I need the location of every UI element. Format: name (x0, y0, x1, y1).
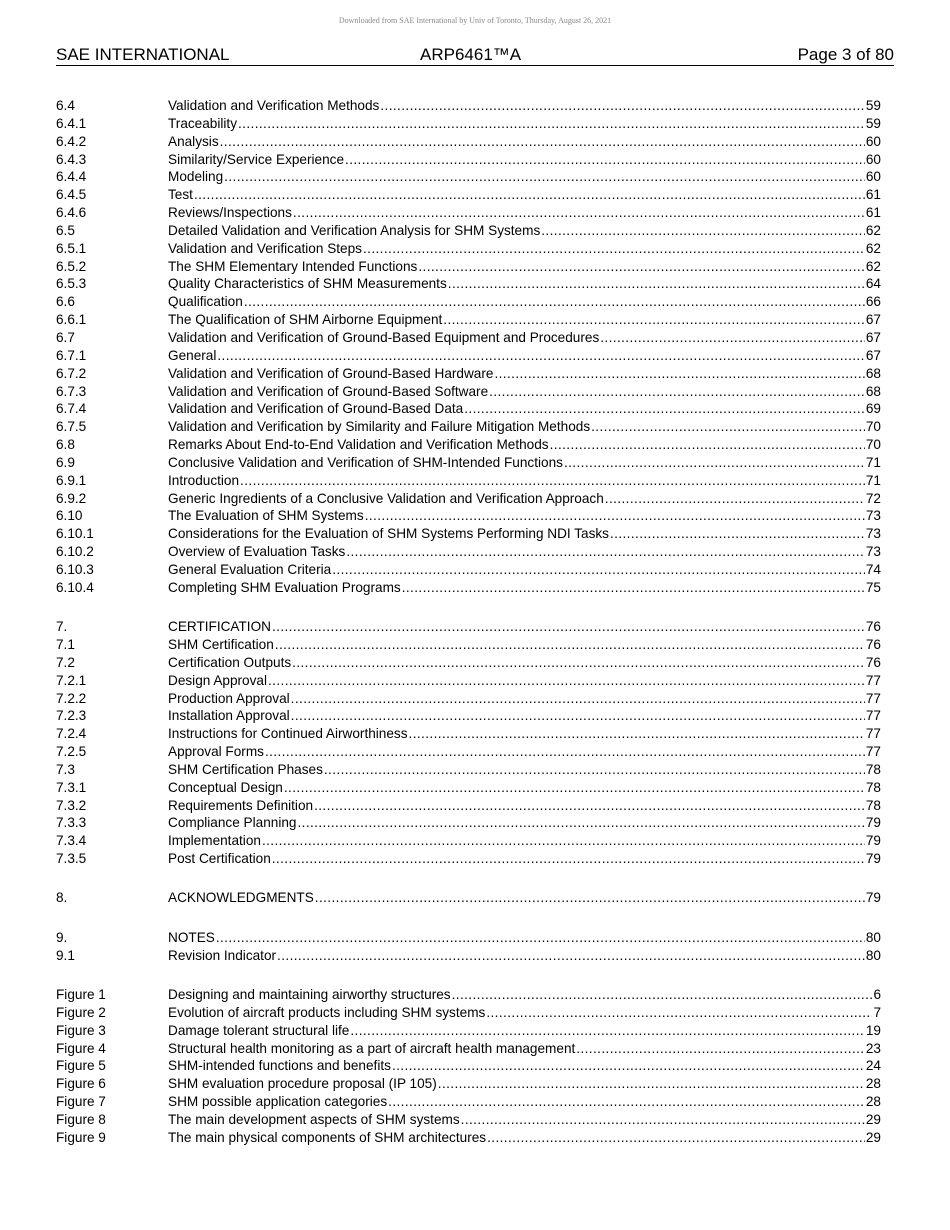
toc-entry-page: 59 (865, 115, 881, 131)
toc-entry-number: 6.9.1 (56, 472, 87, 488)
toc-entry-number: 6.5.2 (56, 258, 87, 274)
toc-entry-title: Validation and Verification of Ground-Based Equipment and Procedures (168, 329, 600, 345)
toc-entry[interactable] (56, 491, 881, 509)
toc-entry-number: 6.6.1 (56, 312, 87, 328)
toc-entry-title: Production Approval (168, 690, 290, 706)
toc-entry-page: 77 (865, 672, 881, 688)
toc-entry-title: Considerations for the Evaluation of SHM Systems Performing NDI Tasks (168, 526, 609, 542)
toc-entry[interactable] (56, 780, 881, 798)
toc-leader-dots (380, 98, 865, 113)
toc-entry[interactable] (56, 1112, 881, 1130)
toc-entry-number: 6.9.2 (56, 490, 87, 506)
toc-entry-number: 6.7.5 (56, 419, 87, 435)
toc-entry-title: The Qualification of SHM Airborne Equipment (168, 312, 443, 328)
toc-entry-number: 6.9 (56, 454, 75, 470)
toc-entry[interactable] (56, 1076, 881, 1094)
toc-entry-title: Post Certification (168, 851, 271, 867)
toc-leader-dots (443, 312, 865, 327)
toc-entry[interactable] (56, 98, 881, 116)
toc-entry-title: Instructions for Continued Airworthiness (168, 726, 408, 742)
toc-leader-dots (240, 473, 865, 488)
toc-entry[interactable] (56, 544, 881, 562)
toc-entry-title: Analysis (168, 133, 219, 149)
toc-entry-page: 70 (865, 437, 881, 453)
toc-entry[interactable] (56, 851, 881, 869)
toc-entry-page: 71 (865, 454, 881, 470)
toc-entry[interactable] (56, 691, 881, 709)
toc-entry-page: 77 (865, 744, 881, 760)
toc-entry-number: Figure 1 (56, 986, 106, 1002)
toc-entry[interactable] (56, 833, 881, 851)
toc-entry[interactable] (56, 1023, 881, 1041)
toc-entry-number: 7.3.3 (56, 815, 87, 831)
toc-entry-page: 71 (865, 472, 881, 488)
toc-entry[interactable] (56, 473, 881, 491)
toc-entry-page: 69 (865, 401, 881, 417)
toc-entry-number: 9.1 (56, 947, 75, 963)
toc-entry-title: Similarity/Service Experience (168, 151, 345, 167)
toc-leader-dots (438, 1076, 865, 1091)
toc-entry[interactable] (56, 294, 881, 312)
toc-leader-dots (489, 384, 865, 399)
toc-entry-number: 6.4.3 (56, 151, 87, 167)
toc-entry[interactable] (56, 437, 881, 455)
toc-entry-page: 6 (873, 986, 881, 1002)
toc-entry-title: Reviews/Inspections (168, 205, 292, 221)
header-page-number: Page 3 of 80 (797, 45, 894, 64)
toc-entry-title: General Evaluation Criteria (168, 561, 332, 577)
toc-leader-dots (272, 851, 865, 866)
toc-entry[interactable] (56, 580, 881, 598)
toc-entry[interactable] (56, 815, 881, 833)
toc-entry-title: SHM Certification (168, 636, 274, 652)
toc-leader-dots (600, 330, 865, 345)
toc-entry-number: 6.10.4 (56, 579, 94, 595)
toc-entry-title: Detailed Validation and Verification Analysis for SHM Systems (168, 222, 541, 238)
toc-entry-page: 67 (865, 329, 881, 345)
toc-leader-dots (262, 833, 865, 848)
toc-leader-dots (494, 366, 864, 381)
toc-entry-page: 29 (865, 1111, 881, 1127)
toc-entry-page: 23 (865, 1040, 881, 1056)
toc-leader-dots (605, 491, 865, 506)
toc-entry[interactable] (56, 708, 881, 726)
toc-entry-number: 6.5 (56, 222, 75, 238)
toc-leader-dots (244, 294, 865, 309)
toc-leader-dots (486, 1005, 872, 1020)
toc-entry-page: 62 (865, 222, 881, 238)
toc-entry-page: 62 (865, 240, 881, 256)
toc-entry-page: 79 (865, 851, 881, 867)
toc-entry-page: 24 (865, 1058, 881, 1074)
toc-entry-number: 6.4.5 (56, 187, 87, 203)
toc-entry-title: Implementation (168, 833, 261, 849)
toc-entry-title: Validation and Verification of Ground-Based Data (168, 401, 464, 417)
toc-entry-title: Modeling (168, 169, 224, 185)
toc-entry-title: Designing and maintaining airworthy structures (168, 986, 451, 1002)
toc-leader-dots (332, 562, 865, 577)
toc-entry[interactable] (56, 366, 881, 384)
toc-entry-title: Generic Ingredients of a Conclusive Validation and Verification Approach (168, 490, 604, 506)
toc-entry[interactable] (56, 562, 881, 580)
toc-entry-title: Conclusive Validation and Verification of SHM-Intended Functions (168, 454, 563, 470)
toc-entry-page: 59 (865, 98, 881, 113)
toc-entry-page: 79 (865, 833, 881, 849)
toc-leader-dots (194, 187, 865, 202)
toc-leader-dots (293, 205, 865, 220)
toc-entry[interactable] (56, 798, 881, 816)
toc-entry-number: 6.10 (56, 508, 83, 524)
toc-entry-number: 6.10.1 (56, 526, 94, 542)
toc-entry-title: Revision Indicator (168, 947, 277, 963)
toc-entry-page: 78 (865, 779, 881, 795)
toc-entry-title: Requirements Definition (168, 797, 314, 813)
toc-entry-page: 62 (865, 258, 881, 274)
toc-entry-title: Overview of Evaluation Tasks (168, 544, 346, 560)
toc-entry[interactable] (56, 1094, 881, 1112)
header-organization: SAE INTERNATIONAL (56, 45, 230, 64)
toc-entry[interactable] (56, 312, 881, 330)
toc-entry-number: 6.10.2 (56, 544, 94, 560)
toc-entry-page: 61 (865, 187, 881, 203)
toc-entry-number: 7.2.3 (56, 708, 87, 724)
toc-leader-dots (277, 948, 865, 963)
toc-entry-title: Approval Forms (168, 744, 264, 760)
toc-entry-page: 64 (865, 276, 881, 292)
toc-entry[interactable] (56, 187, 881, 205)
toc-entry[interactable] (56, 330, 881, 348)
download-watermark: Downloaded from SAE International by Univ of Toronto, Thursday, August 26, 2021 (338, 16, 612, 25)
toc-entry-title: Introduction (168, 472, 240, 488)
toc-entry-page: 75 (865, 579, 881, 595)
toc-leader-dots (591, 419, 865, 434)
toc-entry-title: Test (168, 187, 193, 203)
toc-entry-number: 6.5.1 (56, 240, 87, 256)
toc-leader-dots (564, 455, 865, 470)
toc-entry-page: 29 (865, 1129, 881, 1145)
toc-entry-title: General (168, 347, 217, 363)
toc-entry-title: Validation and Verification Methods (168, 98, 380, 113)
toc-entry-page: 76 (865, 636, 881, 652)
toc-entry[interactable] (56, 619, 881, 637)
page-header (56, 44, 894, 66)
toc-leader-dots (297, 815, 864, 830)
toc-leader-dots (224, 169, 865, 184)
toc-leader-dots (275, 637, 865, 652)
toc-leader-dots (550, 437, 865, 452)
toc-entry[interactable] (56, 276, 881, 294)
toc-entry-page: 80 (865, 947, 881, 963)
table-of-contents (56, 98, 881, 1148)
toc-entry[interactable] (56, 948, 881, 966)
toc-entry-title: Compliance Planning (168, 815, 297, 831)
toc-leader-dots (265, 744, 865, 759)
toc-leader-dots (272, 619, 865, 634)
toc-entry-number: Figure 2 (56, 1004, 106, 1020)
toc-entry-page: 60 (865, 169, 881, 185)
toc-leader-dots (324, 762, 865, 777)
toc-entry-number: 6.4.4 (56, 169, 87, 185)
toc-entry-number: 6.5.3 (56, 276, 87, 292)
toc-entry-page: 68 (865, 365, 881, 381)
toc-entry[interactable] (56, 526, 881, 544)
toc-entry-title: Qualification (168, 294, 243, 310)
toc-entry-page: 60 (865, 133, 881, 149)
toc-entry-number: Figure 8 (56, 1111, 106, 1127)
toc-entry-title: Completing SHM Evaluation Programs (168, 579, 401, 595)
toc-entry-page: 60 (865, 151, 881, 167)
toc-entry-title: NOTES (168, 929, 215, 945)
toc-leader-dots (291, 691, 865, 706)
toc-leader-dots (291, 708, 865, 723)
toc-leader-dots (350, 1023, 865, 1038)
toc-entry-number: Figure 7 (56, 1094, 106, 1110)
toc-entry-page: 67 (865, 312, 881, 328)
toc-entry-page: 79 (865, 815, 881, 831)
toc-entry-page: 78 (865, 761, 881, 777)
toc-leader-dots (418, 259, 865, 274)
toc-entry[interactable] (56, 987, 881, 1005)
toc-entry[interactable] (56, 1058, 881, 1076)
toc-entry-page: 73 (865, 508, 881, 524)
toc-entry-page: 68 (865, 383, 881, 399)
toc-entry-number: 7.3.2 (56, 797, 87, 813)
toc-leader-dots (388, 1094, 865, 1109)
toc-entry[interactable] (56, 673, 881, 691)
toc-leader-dots (409, 726, 865, 741)
toc-leader-dots (541, 223, 865, 238)
toc-entry-title: The main physical components of SHM architectures (168, 1129, 487, 1145)
toc-entry-title: Validation and Verification of Ground-Based Hardware (168, 365, 494, 381)
toc-entry-number: Figure 9 (56, 1129, 106, 1145)
toc-entry-title: Remarks About End-to-End Validation and Verification Methods (168, 437, 549, 453)
toc-entry-number: 7. (56, 619, 68, 635)
toc-entry-title: SHM evaluation procedure proposal (IP 105) (168, 1076, 437, 1092)
toc-entry-title: SHM Certification Phases (168, 761, 323, 777)
toc-entry-number: 7.3.1 (56, 779, 87, 795)
toc-leader-dots (392, 1058, 865, 1073)
toc-entry-title: SHM possible application categories (168, 1094, 388, 1110)
toc-leader-dots (292, 655, 865, 670)
toc-entry-title: Validation and Verification of Ground-Based Software (168, 383, 489, 399)
section-spacer (56, 869, 881, 891)
toc-leader-dots (402, 580, 865, 595)
toc-entry[interactable] (56, 401, 881, 419)
toc-entry-number: 6.8 (56, 437, 75, 453)
toc-leader-dots (363, 241, 865, 256)
toc-entry-title: Certification Outputs (168, 654, 292, 670)
toc-entry-number: 7.3.4 (56, 833, 87, 849)
toc-entry-number: 7.3.5 (56, 851, 87, 867)
toc-entry-page: 73 (865, 544, 881, 560)
toc-entry-number: 7.2.5 (56, 744, 87, 760)
toc-leader-dots (284, 780, 865, 795)
toc-entry-number: 6.7 (56, 329, 75, 345)
toc-leader-dots (576, 1041, 865, 1056)
toc-leader-dots (464, 401, 865, 416)
toc-leader-dots (315, 890, 865, 905)
toc-leader-dots (216, 930, 865, 945)
toc-entry[interactable] (56, 1041, 881, 1059)
toc-entry-number: 6.7.3 (56, 383, 87, 399)
toc-entry-number: Figure 3 (56, 1022, 106, 1038)
toc-entry-number: Figure 5 (56, 1058, 106, 1074)
toc-entry[interactable] (56, 152, 881, 170)
toc-leader-dots (238, 116, 865, 131)
toc-entry[interactable] (56, 455, 881, 473)
toc-entry-title: ACKNOWLEDGMENTS (168, 890, 314, 906)
toc-entry-number: 7.1 (56, 636, 75, 652)
toc-entry-number: 9. (56, 929, 68, 945)
toc-entry-number: Figure 4 (56, 1040, 106, 1056)
toc-entry-page: 28 (865, 1094, 881, 1110)
toc-entry-title: Quality Characteristics of SHM Measurements (168, 276, 447, 292)
toc-leader-dots (314, 798, 865, 813)
toc-entry[interactable] (56, 726, 881, 744)
section-spacer (56, 598, 881, 620)
toc-entry-number: 6.4.1 (56, 115, 87, 131)
toc-entry-number: 6.7.1 (56, 347, 87, 363)
toc-entry-page: 77 (865, 708, 881, 724)
toc-leader-dots (220, 134, 865, 149)
toc-leader-dots (452, 987, 873, 1002)
toc-entry[interactable] (56, 762, 881, 780)
toc-entry[interactable] (56, 116, 881, 134)
toc-entry-page: 78 (865, 797, 881, 813)
toc-entry-page: 67 (865, 347, 881, 363)
toc-entry-page: 77 (865, 690, 881, 706)
toc-entry-page: 28 (865, 1076, 881, 1092)
toc-entry[interactable] (56, 134, 881, 152)
toc-leader-dots (365, 508, 865, 523)
toc-entry[interactable] (56, 169, 881, 187)
toc-entry[interactable] (56, 508, 881, 526)
toc-entry-page: 79 (865, 890, 881, 906)
toc-entry[interactable] (56, 744, 881, 762)
toc-entry[interactable] (56, 637, 881, 655)
toc-entry-title: Conceptual Design (168, 779, 283, 795)
toc-leader-dots (610, 526, 865, 541)
section-spacer (56, 908, 881, 930)
toc-entry-title: Structural health monitoring as a part of aircraft health management (168, 1040, 576, 1056)
toc-entry-title: Design Approval (168, 672, 267, 688)
section-spacer (56, 965, 881, 987)
toc-entry-page: 74 (865, 561, 881, 577)
toc-entry[interactable] (56, 1130, 881, 1148)
toc-entry[interactable] (56, 930, 881, 948)
toc-entry-number: 7.2.2 (56, 690, 87, 706)
toc-entry-number: Figure 6 (56, 1076, 106, 1092)
toc-leader-dots (268, 673, 865, 688)
toc-entry-page: 70 (865, 419, 881, 435)
toc-entry[interactable] (56, 205, 881, 223)
toc-entry[interactable] (56, 419, 881, 437)
toc-entry-title: SHM-intended functions and benefits (168, 1058, 391, 1074)
toc-entry-title: The main development aspects of SHM systems (168, 1111, 460, 1127)
toc-entry[interactable] (56, 259, 881, 277)
toc-entry-title: Traceability (168, 115, 237, 131)
toc-entry[interactable] (56, 1005, 881, 1023)
toc-entry-page: 77 (865, 726, 881, 742)
toc-entry-number: 7.2.1 (56, 672, 87, 688)
toc-entry-title: The SHM Elementary Intended Functions (168, 258, 418, 274)
toc-entry-number: 6.10.3 (56, 561, 94, 577)
toc-leader-dots (346, 544, 865, 559)
toc-entry-number: 7.3 (56, 761, 75, 777)
toc-entry-number: 6.4 (56, 98, 75, 113)
toc-entry-title: Damage tolerant structural life (168, 1022, 350, 1038)
toc-leader-dots (448, 276, 865, 291)
toc-entry[interactable] (56, 348, 881, 366)
toc-entry-title: Evolution of aircraft products including SHM systems (168, 1004, 486, 1020)
toc-entry-page: 80 (865, 929, 881, 945)
toc-entry[interactable] (56, 384, 881, 402)
toc-entry-title: Validation and Verification by Similarity and Failure Mitigation Methods (168, 419, 591, 435)
toc-entry-number: 6.6 (56, 294, 75, 310)
toc-entry-page: 76 (865, 619, 881, 635)
toc-entry-number: 6.4.6 (56, 205, 87, 221)
toc-leader-dots (487, 1130, 865, 1145)
toc-entry[interactable] (56, 655, 881, 673)
toc-entry-title: CERTIFICATION (168, 619, 271, 635)
toc-entry-title: Installation Approval (168, 708, 290, 724)
toc-entry-title: The Evaluation of SHM Systems (168, 508, 364, 524)
toc-entry-page: 7 (873, 1004, 881, 1020)
toc-entry-page: 72 (865, 490, 881, 506)
toc-entry-page: 76 (865, 654, 881, 670)
toc-entry-number: 6.4.2 (56, 133, 87, 149)
toc-entry[interactable] (56, 223, 881, 241)
toc-leader-dots (217, 348, 865, 363)
toc-entry-number: 7.2 (56, 654, 75, 670)
toc-entry-page: 73 (865, 526, 881, 542)
toc-entry-page: 66 (865, 294, 881, 310)
toc-entry[interactable] (56, 890, 881, 908)
toc-entry-number: 6.7.4 (56, 401, 87, 417)
toc-entry-title: Validation and Verification Steps (168, 240, 362, 256)
toc-leader-dots (345, 152, 865, 167)
toc-entry[interactable] (56, 241, 881, 259)
toc-entry-number: 7.2.4 (56, 726, 87, 742)
toc-entry-number: 8. (56, 890, 68, 906)
toc-entry-page: 19 (865, 1022, 881, 1038)
header-document-id: ARP6461™A (420, 45, 522, 64)
toc-entry-page: 61 (865, 205, 881, 221)
toc-entry-number: 6.7.2 (56, 365, 87, 381)
toc-leader-dots (461, 1112, 865, 1127)
